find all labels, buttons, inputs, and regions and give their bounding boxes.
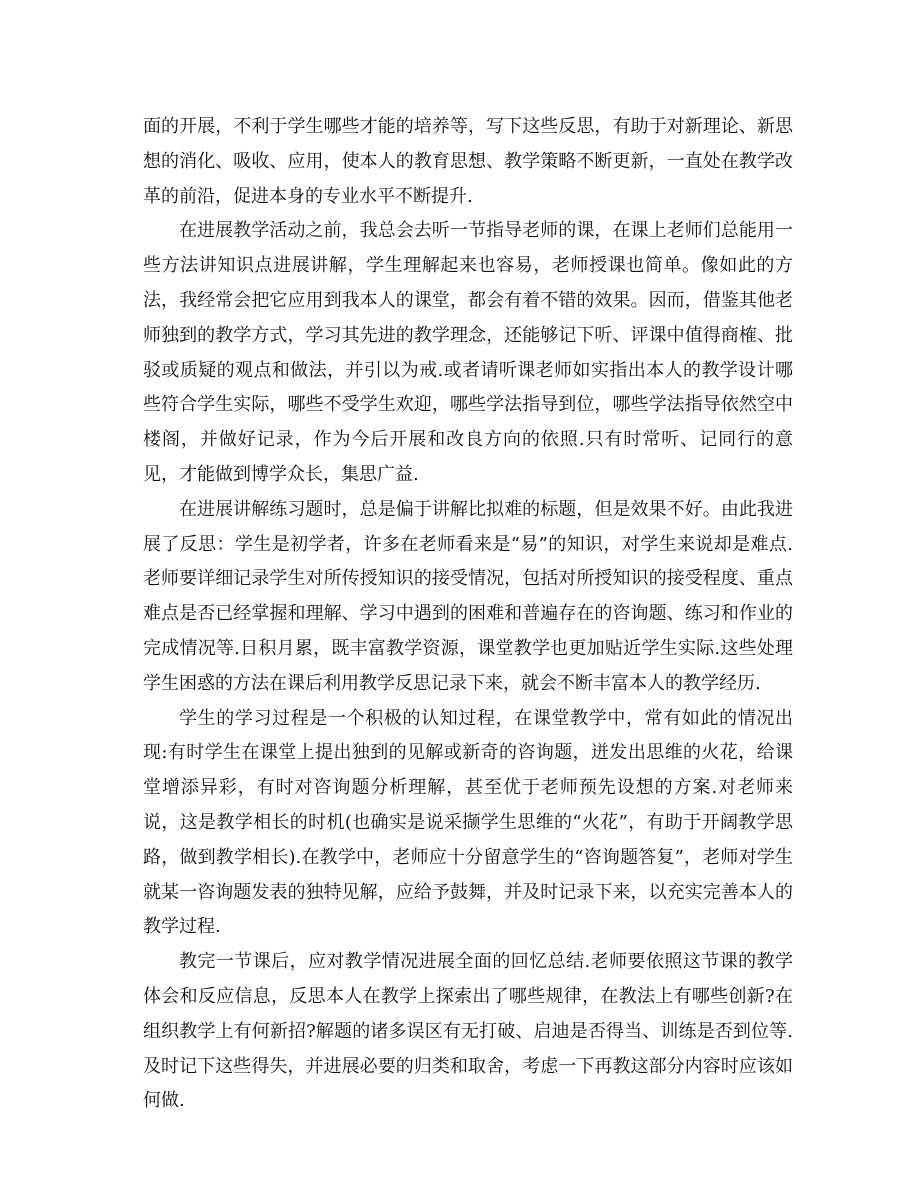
paragraph-lesson-observation: 在进展教学活动之前，我总会去听一节指导老师的课，在课上老师们总能用一些方法讲知识点进展讲解，学生理解起来也容易，老师授课也简单。像如此的方法，我经常会把它应用到我本人的课堂，都会有着不错的效果。因而，借鉴其他老师独到的教学方式，学习其先进的教学理念，还能够记下听、评课中值得商榷、批驳或质疑的观点和做法，并引以为戒.或者请听课老师如实指出本人的教学设计哪些符合学生实际，哪些不受学生欢迎，哪些学法指导到位，哪些学法指导依然空中楼阁，并做好记录，作为今后开展和改良方向的依照.只有时常听、记同行的意见，才能做到博学众长，集思广益. <box>143 220 793 485</box>
paragraph-exercise-reflection: 在进展讲解练习题时，总是偏于讲解比拟难的标题，但是效果不好。由此我进展了反思：学生是初学者，许多在老师看来是“易”的知识，对学生来说却是难点.老师要详细记录学生对所传授知识的接受情况，包括对所授知识的接受程度、重点难点是否已经掌握和理解、学习中遇到的困难和普遍存在的咨询题、练习和作业的完成情况等.日积月累，既丰富教学资源，课堂教学也更加贴近学生实际.这些处理学生困惑的方法在课后利用教学反思记录下来，就会不断丰富本人的教学经历. <box>143 498 793 694</box>
paragraph-continuation: 面的开展，不利于学生哪些才能的培养等，写下这些反思，有助于对新理论、新思想的消化、吸收、应用，使本人的教育思想、教学策略不断更新，一直处在教学改革的前沿，促进本身的专业水平不断提升. <box>143 116 793 207</box>
paragraph-student-insight: 学生的学习过程是一个积极的认知过程，在课堂教学中，常有如此的情况出现:有时学生在课堂上提出独到的见解或新奇的咨询题，迸发出思维的火花，给课堂增添异彩，有时对咨询题分析理解，甚至优于老师预先设想的方案.对老师来说，这是教学相长的时机(也确实是说采撷学生思维的“火花”，有助于开阔教学思路，做到教学相长).在教学中，老师应十分留意学生的“咨询题答复”，老师对学生就某一咨询题发表的独特见解，应给予鼓舞，并及时记录下来，以充实完善本人的教学过程. <box>143 707 793 938</box>
document-body <box>143 110 793 1119</box>
paragraph-post-lesson-summary: 教完一节课后，应对教学情况进展全面的回忆总结.老师要依照这节课的教学体会和反应信息，反思本人在教学上探索出了哪些规律，在教法上有哪些创新?在组织教学上有何新招?解题的诸多误区有无打破、启迪是否得当、训练是否到位等.及时记下这些得失，并进展必要的归类和取舍，考虑一下再教这部分内容时应该如何做. <box>143 951 793 1112</box>
